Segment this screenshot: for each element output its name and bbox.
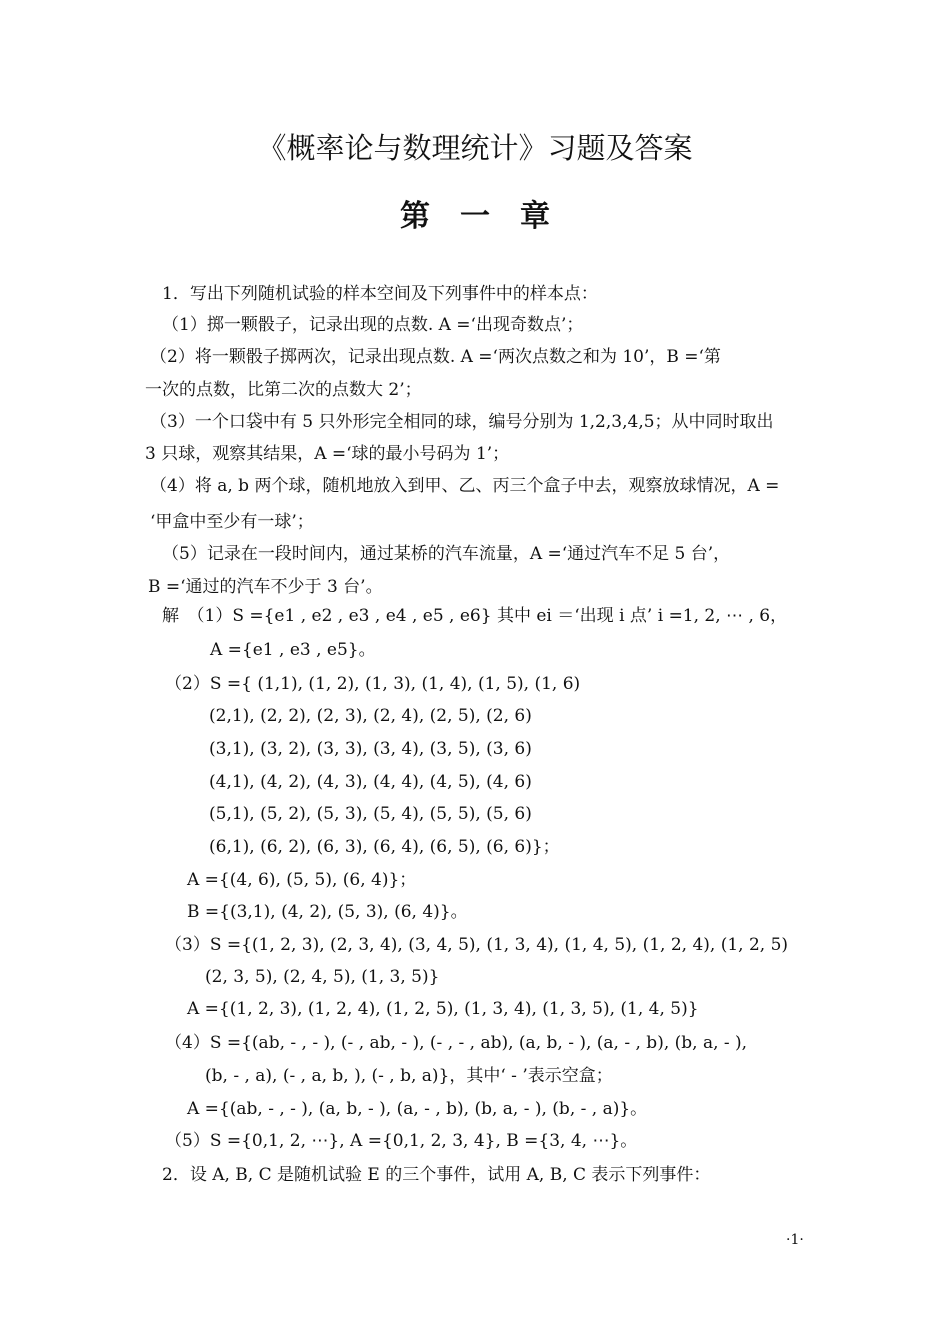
- problem-2-statement: 2．设 A, B, C 是随机试验 E 的三个事件，试用 A, B, C 表示下列事件：: [162, 1165, 711, 1185]
- solution-2-line-6: (6,1), (6, 2), (6, 3), (6, 4), (6, 5), (6, 6)}；: [209, 837, 560, 857]
- solution-4-line-2: (b, - , a), (- , a, b, ), (- , b, a)}，其中‘ - ’表示空盒；: [205, 1066, 613, 1086]
- document-title: 《概率论与数理统计》习题及答案: [257, 131, 693, 165]
- problem-1-part-4-cont: ‘甲盒中至少有一球’；: [150, 512, 314, 532]
- solution-4-line-1: （4）S ={(ab, - , - ), (- , ab, - ), (- , - , ab), (a, b, - ), (a, - , b), (b, a, - ),: [165, 1033, 748, 1053]
- solution-2-event-a: A ={(4, 6), (5, 5), (6, 4)}；: [187, 870, 417, 890]
- solution-3-event-a: A ={(1, 2, 3), (1, 2, 4), (1, 2, 5), (1, 3, 4), (1, 3, 5), (1, 4, 5)}: [187, 999, 699, 1019]
- problem-1-part-4: （4）将 a, b 两个球，随机地放入到甲、乙、丙三个盒子中去，观察放球情况，A =: [150, 476, 780, 496]
- solution-2-line-2: (2,1), (2, 2), (2, 3), (2, 4), (2, 5), (2, 6): [209, 706, 532, 726]
- solution-2-event-b: B ={(3,1), (4, 2), (5, 3), (6, 4)}。: [187, 902, 468, 922]
- solution-2-line-3: (3,1), (3, 2), (3, 3), (3, 4), (3, 5), (3, 6): [209, 739, 532, 759]
- problem-1-part-5: （5）记录在一段时间内，通过某桥的汽车流量，A =‘通过汽车不足 5 台’，: [162, 544, 731, 564]
- chapter-heading: 第 一 章: [400, 199, 550, 234]
- problem-1-part-2-cont: 一次的点数，比第二次的点数大 2’；: [145, 380, 422, 400]
- solution-3-line-2: (2, 3, 5), (2, 4, 5), (1, 3, 5)}: [205, 967, 440, 987]
- solution-2-line-1: （2）S ={ (1,1), (1, 2), (1, 3), (1, 4), (1, 5), (1, 6): [165, 674, 581, 694]
- solution-1-line-2: A ={e1 , e3 , e5}。: [210, 640, 376, 660]
- problem-1-part-3: （3）一个口袋中有 5 只外形完全相同的球，编号分别为 1,2,3,4,5；从中同时取出: [150, 412, 774, 432]
- solution-3-line-1: （3）S ={(1, 2, 3), (2, 3, 4), (3, 4, 5), (1, 3, 4), (1, 4, 5), (1, 2, 4), (1, 2, 5): [165, 935, 789, 955]
- solution-2-line-5: (5,1), (5, 2), (5, 3), (5, 4), (5, 5), (5, 6): [209, 804, 532, 824]
- problem-1-part-3-cont: 3 只球，观察其结果，A =‘球的最小号码为 1’；: [145, 444, 510, 464]
- page-number: ·1·: [786, 1232, 804, 1248]
- problem-1-part-2: （2）将一颗骰子掷两次，记录出现点数. A =‘两次点数之和为 10’，B =‘第: [150, 347, 721, 367]
- solution-5-line: （5）S ={0,1, 2, ⋯}, A ={0,1, 2, 3, 4}, B ={3, 4, ⋯}。: [165, 1131, 638, 1151]
- problem-1-part-1: （1）掷一颗骰子，记录出现的点数. A =‘出现奇数点’；: [162, 315, 584, 335]
- solution-1-line-1: 解 （1）S ={e1 , e2 , e3 , e4 , e5 , e6} 其中 ei ＝‘出现 i 点’ i =1, 2, ⋯ , 6，: [162, 606, 788, 626]
- problem-1-statement: 1．写出下列随机试验的样本空间及下列事件中的样本点：: [162, 284, 598, 304]
- solution-4-event-a: A ={(ab, - , - ), (a, b, - ), (a, - , b), (b, a, - ), (b, - , a)}。: [187, 1099, 648, 1119]
- problem-1-part-5-cont: B =‘通过的汽车不少于 3 台’。: [148, 577, 383, 597]
- solution-2-line-4: (4,1), (4, 2), (4, 3), (4, 4), (4, 5), (4, 6): [209, 772, 532, 792]
